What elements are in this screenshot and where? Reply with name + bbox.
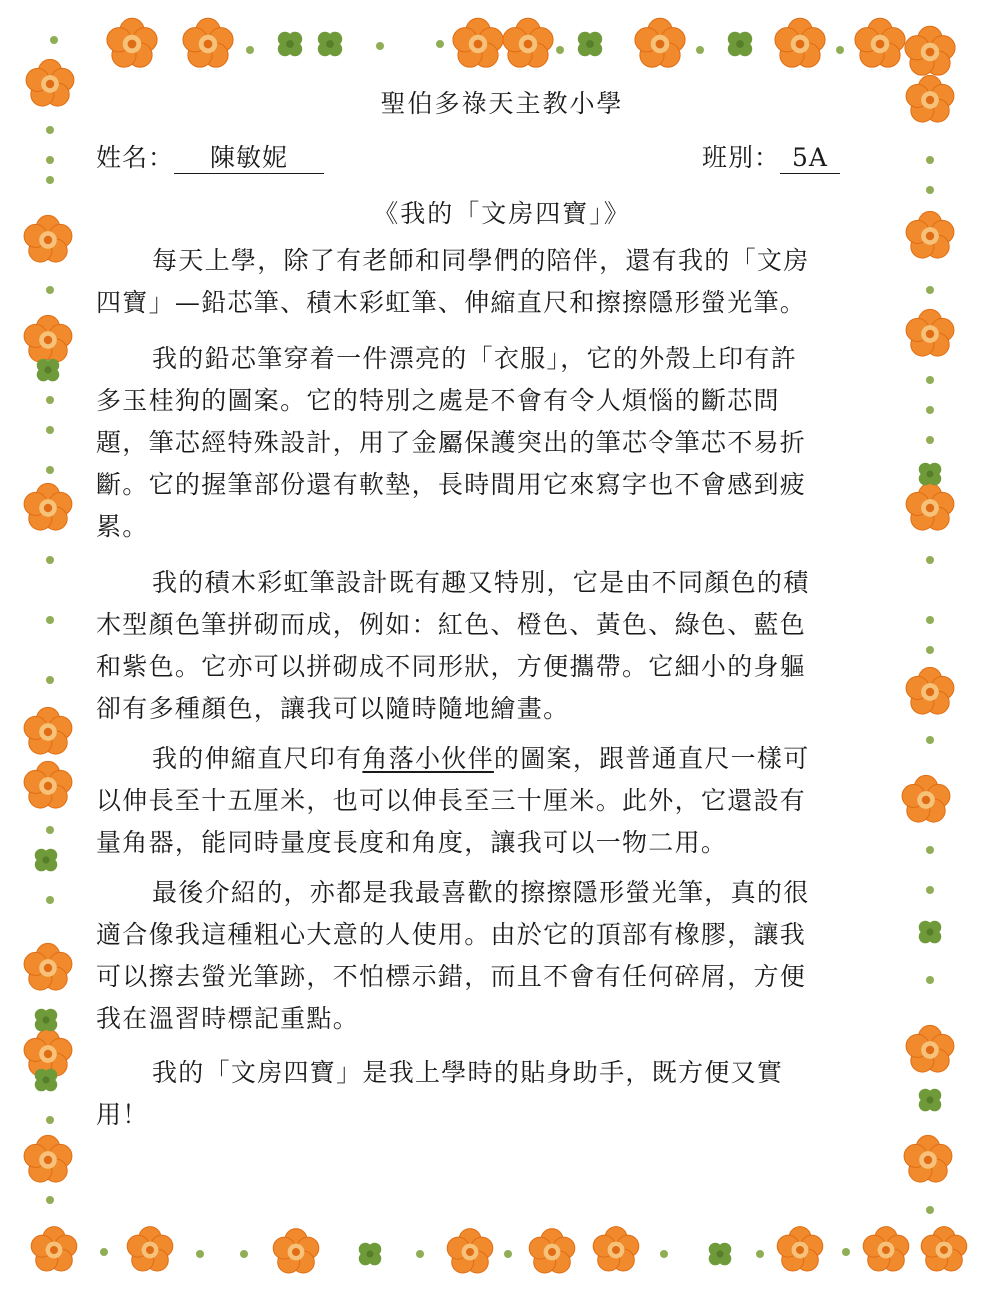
essay-title: 《我的「文房四寶」》 bbox=[373, 199, 631, 228]
dot-icon bbox=[196, 1250, 204, 1258]
clover-icon bbox=[35, 1009, 58, 1032]
flower-icon bbox=[635, 18, 685, 67]
dot-icon bbox=[926, 976, 934, 984]
flower-icon bbox=[24, 1029, 72, 1076]
text-line: 可以擦去螢光筆跡，不怕標示錯，而且不會有任何碎屑，方便 bbox=[96, 962, 807, 991]
name-label: 姓名： bbox=[96, 143, 175, 172]
flower-icon bbox=[775, 18, 825, 67]
flower-icon bbox=[503, 18, 553, 67]
text-line bbox=[96, 738, 896, 780]
flower-icon bbox=[777, 1227, 823, 1271]
dot-icon bbox=[926, 1206, 934, 1214]
paragraph-5 bbox=[96, 872, 896, 1040]
text-line: 和紫色。它亦可以拼砌成不同形狀，方便攜帶。它細小的身軀 bbox=[96, 652, 807, 681]
clover-icon bbox=[919, 921, 942, 944]
flower-icon bbox=[905, 26, 955, 75]
dot-icon bbox=[926, 646, 934, 654]
dot-icon bbox=[50, 36, 58, 44]
clover-icon bbox=[35, 1069, 58, 1092]
text-line: 量角器，能同時量度長度和角度，讓我可以一物二用。 bbox=[96, 828, 728, 857]
class-field bbox=[702, 138, 840, 174]
dot-icon bbox=[926, 406, 934, 414]
flower-icon bbox=[127, 1227, 173, 1271]
dot-icon bbox=[756, 1250, 764, 1258]
dot-icon bbox=[926, 376, 934, 384]
flower-icon bbox=[24, 943, 72, 990]
dot-icon bbox=[926, 186, 934, 194]
flower-icon bbox=[31, 1227, 77, 1271]
dot-icon bbox=[926, 616, 934, 624]
flower-icon bbox=[921, 1227, 967, 1271]
flower-icon bbox=[273, 1229, 319, 1273]
dot-icon bbox=[46, 176, 54, 184]
flower-icon bbox=[593, 1227, 639, 1271]
flower-icon bbox=[906, 309, 954, 356]
clover-icon bbox=[919, 463, 942, 486]
text-line: 斷。它的握筆部份還有軟墊，長時間用它來寫字也不會感到疲 bbox=[96, 470, 807, 499]
name-field bbox=[96, 138, 324, 174]
text-line: 適合像我這種粗心大意的人使用。由於它的頂部有橡膠，讓我 bbox=[96, 920, 807, 949]
text-line: 用！ bbox=[96, 1100, 149, 1129]
dot-icon bbox=[46, 616, 54, 624]
text-line: 四寶」—鉛芯筆、積木彩虹筆、伸縮直尺和擦擦隱形螢光筆。 bbox=[96, 288, 807, 317]
dot-icon bbox=[660, 1250, 668, 1258]
flower-icon bbox=[447, 1229, 493, 1273]
name-value: 陳敏妮 bbox=[174, 143, 324, 174]
dot-icon bbox=[46, 896, 54, 904]
dot-icon bbox=[926, 736, 934, 744]
dot-icon bbox=[556, 46, 564, 54]
dot-icon bbox=[46, 126, 54, 134]
clover-icon bbox=[37, 359, 60, 382]
flower-icon bbox=[24, 315, 72, 362]
dot-icon bbox=[46, 556, 54, 564]
dot-icon bbox=[926, 846, 934, 854]
flower-icon bbox=[453, 18, 503, 67]
flower-icon bbox=[24, 707, 72, 754]
flower-icon bbox=[24, 1135, 72, 1182]
dot-icon bbox=[436, 40, 444, 48]
dot-icon bbox=[246, 46, 254, 54]
flower-icon bbox=[863, 1227, 909, 1271]
clover-icon bbox=[709, 1243, 732, 1266]
dot-icon bbox=[46, 396, 54, 404]
text-line: 我的「文房四寶」是我上學時的貼身助手，既方便又實 bbox=[152, 1058, 784, 1087]
dot-icon bbox=[926, 156, 934, 164]
dot-icon bbox=[46, 676, 54, 684]
text-line: 以伸長至十五厘米，也可以伸長至三十厘米。此外，它還設有 bbox=[96, 786, 807, 815]
dot-icon bbox=[46, 826, 54, 834]
text-line: 最後介紹的，亦都是我最喜歡的擦擦隱形螢光筆，真的很 bbox=[152, 878, 810, 907]
dot-icon bbox=[504, 1250, 512, 1258]
dot-icon bbox=[46, 426, 54, 434]
flower-icon bbox=[529, 1229, 575, 1273]
text-line: 累。 bbox=[96, 512, 149, 541]
clover-icon bbox=[35, 849, 58, 872]
dot-icon bbox=[46, 286, 54, 294]
dot-icon bbox=[926, 886, 934, 894]
paragraph-1 bbox=[96, 240, 896, 324]
text-segment: 我的伸縮直尺印有 bbox=[152, 744, 363, 773]
dot-icon bbox=[926, 436, 934, 444]
text-line: 我在溫習時標記重點。 bbox=[96, 1004, 360, 1033]
text-line: 卻有多種顏色，讓我可以隨時隨地繪畫。 bbox=[96, 694, 570, 723]
school-name: 聖伯多祿天主教小學 bbox=[380, 89, 624, 118]
dot-icon bbox=[46, 466, 54, 474]
flower-icon bbox=[906, 667, 954, 714]
dot-icon bbox=[696, 46, 704, 54]
flower-icon bbox=[855, 18, 905, 67]
flower-icon bbox=[906, 1025, 954, 1072]
text-line: 題，筆芯經特殊設計，用了金屬保護突出的筆芯令筆芯不易折 bbox=[96, 428, 807, 457]
text-line: 我的鉛芯筆穿着一件漂亮的「衣服」，它的外殼上印有許 bbox=[152, 344, 798, 373]
dot-icon bbox=[46, 1116, 54, 1124]
dot-icon bbox=[376, 42, 384, 50]
flower-icon bbox=[183, 18, 233, 67]
paragraph-6 bbox=[96, 1052, 896, 1136]
clover-icon bbox=[359, 1243, 382, 1266]
flower-icon bbox=[904, 1135, 952, 1182]
flower-icon bbox=[24, 483, 72, 530]
flower-icon bbox=[902, 775, 950, 822]
text-line: 多玉桂狗的圖案。它的特別之處是不會有令人煩惱的斷芯問 bbox=[96, 386, 780, 415]
text-line: 我的積木彩虹筆設計既有趣又特別，它是由不同顏色的積 bbox=[152, 568, 810, 597]
dot-icon bbox=[926, 286, 934, 294]
clover-icon bbox=[919, 1089, 942, 1112]
dot-icon bbox=[416, 1250, 424, 1258]
clover-icon bbox=[578, 32, 602, 56]
class-label: 班別： bbox=[702, 143, 781, 172]
dot-icon bbox=[100, 1248, 108, 1256]
flower-icon bbox=[24, 761, 72, 808]
dot-icon bbox=[240, 1250, 248, 1258]
clover-icon bbox=[728, 32, 752, 56]
flower-icon bbox=[906, 483, 954, 530]
paragraph-3 bbox=[96, 562, 896, 730]
class-value: 5A bbox=[780, 143, 840, 174]
paragraph-4 bbox=[96, 738, 896, 864]
dot-icon bbox=[46, 1196, 54, 1204]
flower-icon bbox=[107, 18, 157, 67]
underlined-phrase: 角落小伙伴 bbox=[362, 744, 494, 773]
dot-icon bbox=[836, 46, 844, 54]
paragraph-2 bbox=[96, 338, 896, 548]
clover-icon bbox=[318, 32, 342, 56]
text-line: 每天上學，除了有老師和同學們的陪伴，還有我的「文房 bbox=[152, 246, 810, 275]
text-segment: 的圖案，跟普通直尺一樣可 bbox=[493, 744, 810, 773]
dot-icon bbox=[926, 556, 934, 564]
clover-icon bbox=[278, 32, 302, 56]
dot-icon bbox=[842, 1248, 850, 1256]
text-line: 木型顏色筆拼砌而成，例如：紅色、橙色、黃色、綠色、藍色 bbox=[96, 610, 807, 639]
dot-icon bbox=[46, 156, 54, 164]
